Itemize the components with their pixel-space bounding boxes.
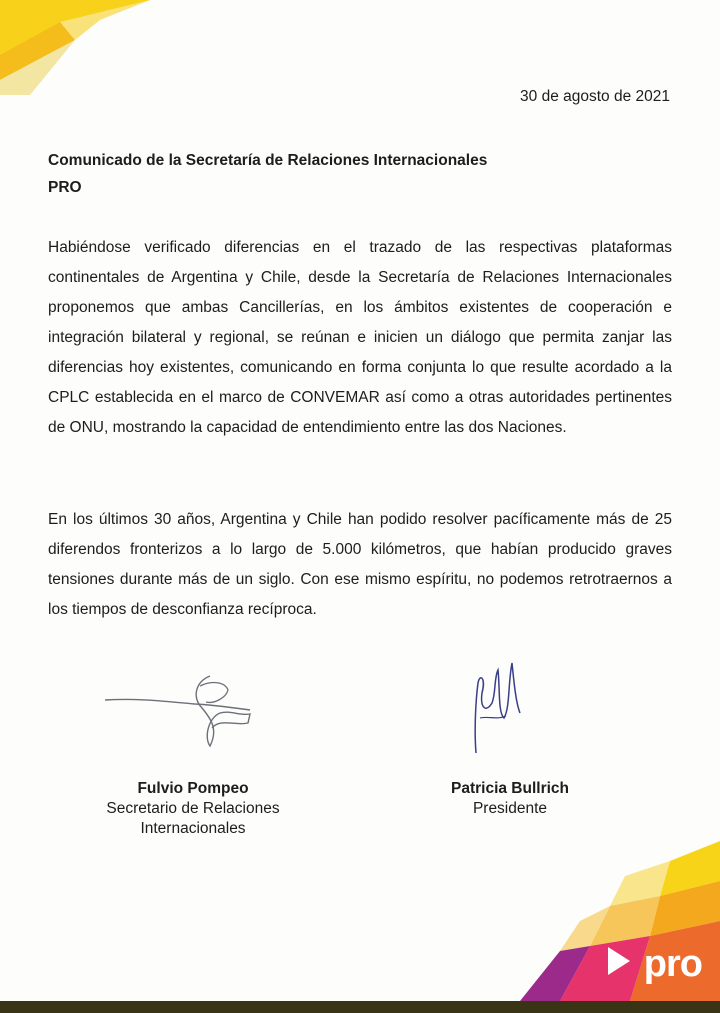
signer-role-cont: Internacionales <box>140 820 246 837</box>
signer-name: Patricia Bullrich <box>450 780 569 797</box>
signature-bullrich <box>468 658 528 763</box>
signer-name: Fulvio Pompeo <box>137 780 249 797</box>
body-paragraph-2: En los últimos 30 años, Argentina y Chile han podido resolver pacíficamente más de 25 diferendos fronterizos a lo largo de 5.000 kilómetros, que habían producido graves tensiones durante más de un siglo. Con ese mismo espíritu, no podemos retrotraernos a los tiempos de desconfianza recíproca. <box>48 511 672 618</box>
signer-block-pompeo <box>83 779 303 839</box>
title-line-1: Comunicado de la Secretaría de Relaciones Internacionales <box>48 152 488 169</box>
signer-role: Secretario de Relaciones <box>106 800 280 817</box>
title-line-2: PRO <box>48 179 82 196</box>
signer-role: Presidente <box>472 800 548 817</box>
pro-logo-arrow-icon <box>608 947 630 975</box>
signature-pompeo <box>100 668 260 753</box>
letter-title <box>48 147 487 201</box>
body-paragraph-1: Habiéndose verificado diferencias en el trazado de las respectivas plataformas continentales de Argentina y Chile, desde la Secretaría de Relaciones Internacionales proponemos que ambas Cancillerías, en los ámbitos existentes de cooperación e integración bilateral y regional, se reúnan e inicien un diálogo que permita zanjar las diferencias hoy existentes, comunicando en forma conjunta lo que resulte acordado a la CPLC establecida en el marco de CONVEMAR así como a otras autoridades pertinentes de ONU, mostrando la capacidad de entendimiento entre las dos Naciones. <box>48 239 672 436</box>
decorative-stripes-top <box>0 0 150 95</box>
bottom-edge-bar <box>0 1001 720 1013</box>
pro-logo-text: pro <box>643 943 702 985</box>
signer-block-bullrich <box>400 779 620 819</box>
letter-date: 30 de agosto de 2021 <box>520 88 670 105</box>
